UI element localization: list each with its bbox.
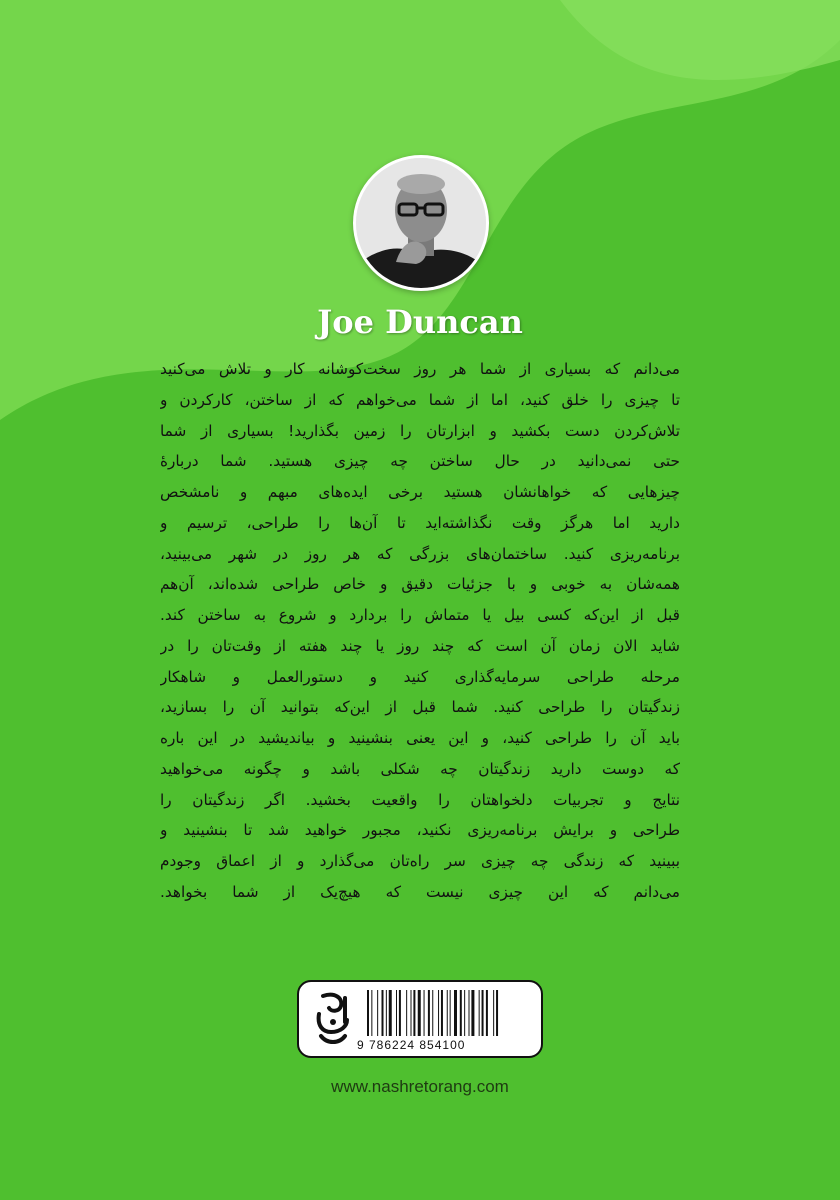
blurb-line: تلاش‌کردن دست بکشید و ابزارتان را زمین بگذارید! بسیاری از شما — [160, 421, 680, 440]
barcode-bar — [399, 990, 401, 1036]
blurb-line: حتی نمی‌دانید در حال ساختن چه چیزی هستید. شما دربارهٔ — [160, 452, 680, 471]
blurb-line: چیزهایی که خواهانشان هستید برخی ایده‌های مبهم و نامشخص — [160, 483, 680, 501]
blurb-line: دارید اما هرگز وقت نگذاشته‌اید تا آن‌ها را طراحی، ترسیم و — [160, 513, 680, 532]
barcode-bar — [377, 990, 378, 1036]
publisher-logo-icon — [313, 992, 353, 1048]
barcode-bar — [396, 990, 397, 1036]
barcode-bar — [496, 990, 498, 1036]
barcode-bar — [464, 990, 465, 1036]
blurb-line: باید آن را طراحی کنید، و این یعنی بنشینید و بیاندیشید در این باره — [160, 729, 680, 747]
barcode-bar — [479, 990, 480, 1036]
blurb-line: می‌دانم که این چیزی نیست که هیچ‌یک از شما بخواهد. — [160, 882, 680, 901]
barcode-bar — [406, 990, 407, 1036]
author-name: Joe Duncan — [317, 303, 523, 341]
blurb-line: می‌دانم که بسیاری از شما هر روز سخت‌کوشانه کار و تلاش می‌کنید — [160, 360, 680, 378]
barcode-bar — [450, 990, 451, 1036]
barcode-bar — [413, 990, 415, 1036]
blurb-line: زندگیتان را طراحی کنید. شما قبل از این‌که بتوانید آن را بسازید، — [160, 698, 680, 717]
isbn-number: 9 786224 854100 — [357, 1038, 466, 1052]
barcode-bar — [454, 990, 457, 1036]
barcode-bar — [382, 990, 384, 1036]
barcode-bar — [482, 990, 484, 1036]
blurb-line: شاید الان زمان آن است که چند روز یا چند هفته از وقت‌تان را در — [160, 636, 680, 655]
blurb-line: ببینید که زندگی چه چیزی سر راه‌تان می‌گذارد و از اعماق وجودم — [160, 852, 680, 870]
barcode-bar — [428, 990, 430, 1036]
barcode-bar — [371, 990, 372, 1036]
blurb-line: برنامه‌ریزی کنید. ساختمان‌های بزرگی که هر روز در شهر می‌بینید، — [160, 544, 680, 563]
barcode-bar — [486, 990, 488, 1036]
barcode-bar — [411, 990, 412, 1036]
blurb-line: که دوست دارید زندگیتان چه شکلی باشد و چگونه می‌خواهید — [160, 759, 680, 778]
barcode-bar — [367, 990, 369, 1036]
barcode-bar — [469, 990, 470, 1036]
barcode-bar — [441, 990, 443, 1036]
barcode-bar — [493, 990, 494, 1036]
barcode-bar — [389, 990, 392, 1036]
barcode-bar — [460, 990, 462, 1036]
publisher-website: www.nashretorang.com — [331, 1077, 509, 1096]
barcode-bar — [447, 990, 448, 1036]
blurb-line: مرحله طراحی سرمایه‌گذاری کنید و دستورالعمل و شاهکار — [160, 667, 680, 686]
barcode-bar — [418, 990, 421, 1036]
barcode-bar — [424, 990, 425, 1036]
barcode-bar — [438, 990, 439, 1036]
back-cover-blurb — [160, 354, 680, 908]
author-photo — [353, 155, 489, 291]
barcode-bar — [471, 990, 474, 1036]
blurb-line: تا چیزی را خلق کنید، اما از شما می‌خواهم که از ساختن، کارکردن و — [160, 390, 680, 409]
blurb-line: همه‌شان به خوبی و با جزئیات دقیق و خاص طراحی شده‌اند، آن‌هم — [160, 575, 680, 594]
blurb-line: طراحی و برایش برنامه‌ریزی نکنید، مجبور خواهید شد تا بنشینید و — [160, 821, 680, 840]
portrait-icon — [356, 158, 486, 288]
blurb-line: قبل از این‌که کسی بیل یا متماش را بردارد و شروع به ساختن کند. — [160, 606, 680, 624]
barcode-bar — [386, 990, 387, 1036]
barcode-bar — [432, 990, 433, 1036]
barcode-panel — [297, 980, 543, 1058]
barcode-bars — [367, 990, 533, 1036]
blurb-line: نتایج و تجربیات دلخواهتان را واقعیت بخشید. اگر زندگیتان را — [160, 790, 680, 809]
